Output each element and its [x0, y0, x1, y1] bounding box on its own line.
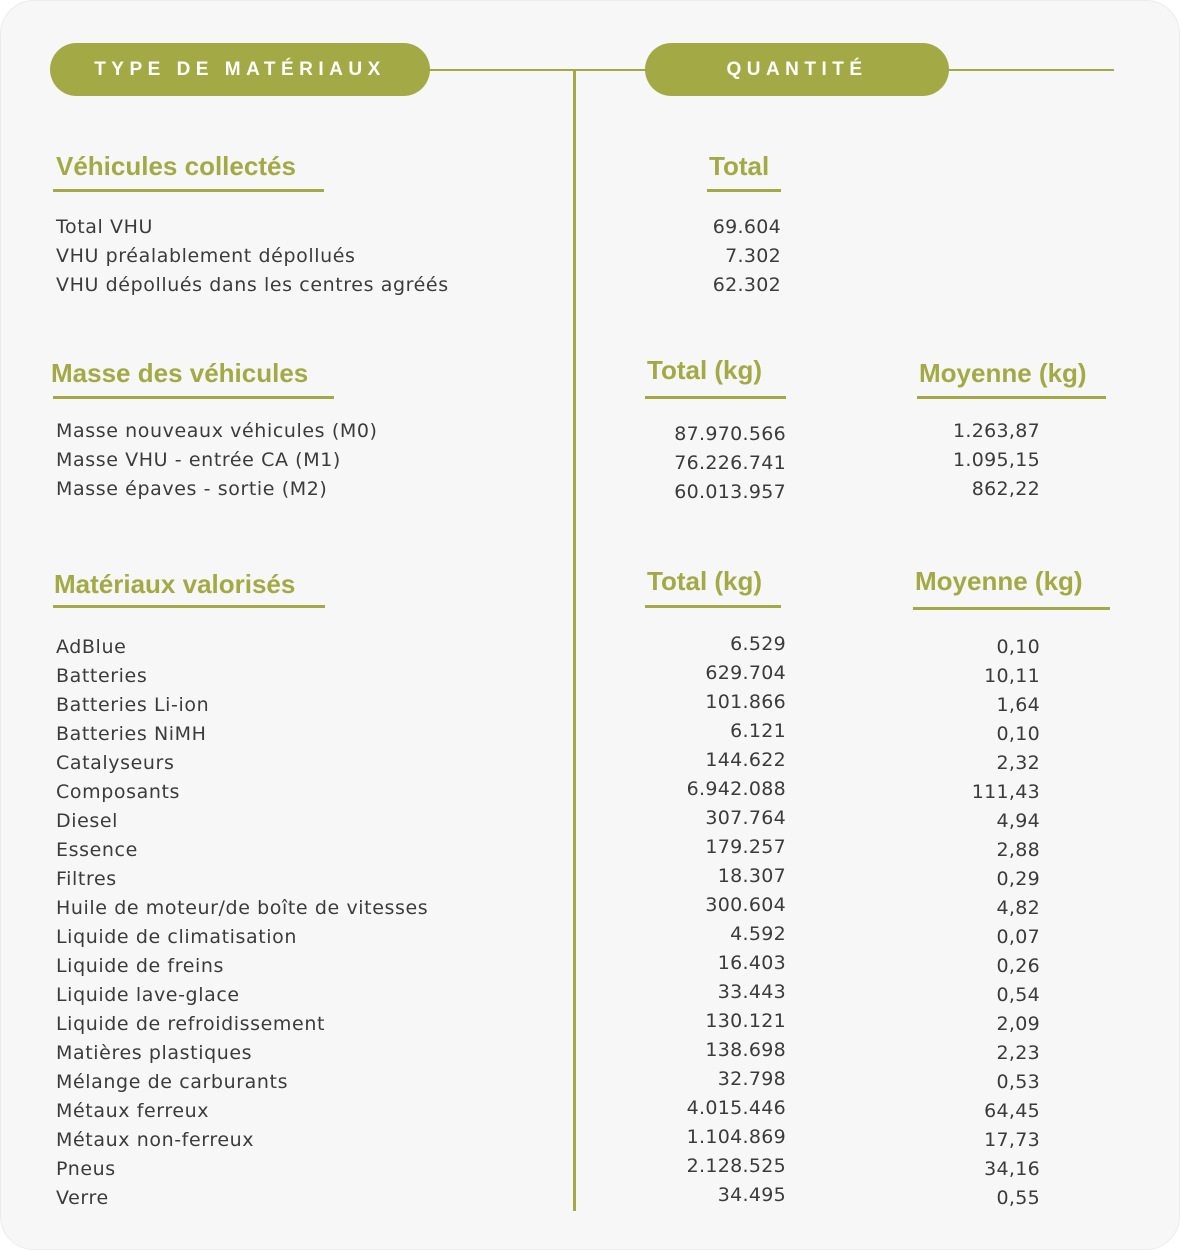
- row-total: 69.604: [712, 216, 781, 238]
- row-label: Composants: [56, 781, 181, 803]
- row-total: 4.592: [730, 923, 786, 945]
- row-total: 18.307: [717, 865, 786, 887]
- row-total: 130.121: [705, 1010, 786, 1032]
- row-label: Total VHU: [56, 216, 154, 238]
- row-total: 34.495: [717, 1184, 786, 1206]
- mass-title-underline: [53, 396, 334, 399]
- row-label: Batteries Li-ion: [56, 694, 210, 716]
- row-total: 87.970.566: [674, 423, 786, 445]
- row-total: 62.302: [712, 274, 781, 296]
- row-label: Catalyseurs: [56, 752, 175, 774]
- row-average: 862,22: [971, 478, 1040, 500]
- row-total: 144.622: [705, 749, 786, 771]
- row-average: 0,54: [996, 984, 1040, 1006]
- row-label: Essence: [56, 839, 138, 861]
- vehicles-total-header: Total: [709, 151, 770, 181]
- row-average: 1.095,15: [952, 449, 1040, 471]
- row-average: 2,88: [996, 839, 1040, 861]
- row-total: 76.226.741: [674, 452, 786, 474]
- row-average: 0,53: [996, 1071, 1040, 1093]
- row-total: 6.529: [730, 633, 786, 655]
- row-label: AdBlue: [56, 636, 127, 658]
- mass-total-header: Total (kg): [647, 355, 763, 385]
- row-label: Liquide de freins: [56, 955, 225, 977]
- row-average: 0,07: [996, 926, 1040, 948]
- row-total: 2.128.525: [686, 1155, 786, 1177]
- row-label: Mélange de carburants: [56, 1071, 289, 1093]
- row-total: 6.121: [730, 720, 786, 742]
- row-average: 34,16: [984, 1158, 1040, 1180]
- row-label: Métaux ferreux: [56, 1100, 210, 1122]
- row-total: 307.764: [705, 807, 786, 829]
- row-label: Métaux non-ferreux: [56, 1129, 255, 1151]
- row-average: 1,64: [996, 694, 1040, 716]
- row-label: Batteries NiMH: [56, 723, 207, 745]
- type-header-pill: TYPE DE MATÉRIAUX: [50, 43, 430, 96]
- materials-avg-header: Moyenne (kg): [915, 566, 1083, 596]
- row-label: Masse épaves - sortie (M2): [56, 478, 328, 500]
- materials-avg-underline: [913, 607, 1110, 610]
- row-average: 0,10: [996, 636, 1040, 658]
- vehicles-title-underline: [53, 189, 324, 192]
- row-total: 6.942.088: [686, 778, 786, 800]
- row-label: Masse VHU - entrée CA (M1): [56, 449, 341, 471]
- row-average: 2,23: [996, 1042, 1040, 1064]
- row-total: 7.302: [725, 245, 781, 267]
- row-total: 101.866: [705, 691, 786, 713]
- column-divider: [573, 69, 576, 1211]
- mass-total-underline: [645, 396, 786, 399]
- row-total: 16.403: [717, 952, 786, 974]
- row-total: 60.013.957: [674, 481, 786, 503]
- mass-avg-header: Moyenne (kg): [919, 358, 1087, 388]
- row-label: Matières plastiques: [56, 1042, 253, 1064]
- row-average: 2,09: [996, 1013, 1040, 1035]
- mass-avg-underline: [917, 396, 1106, 399]
- quantity-header-pill: QUANTITÉ: [645, 43, 949, 96]
- row-average: 111,43: [971, 781, 1040, 803]
- row-label: VHU préalablement dépollués: [56, 245, 356, 267]
- row-label: Liquide lave-glace: [56, 984, 240, 1006]
- header-right-line: [931, 69, 1114, 71]
- row-label: Pneus: [56, 1158, 116, 1180]
- row-total: 33.443: [717, 981, 786, 1003]
- materials-section-title: Matériaux valorisés: [54, 569, 296, 599]
- row-label: Filtres: [56, 868, 117, 890]
- header-connector-line: [421, 69, 661, 71]
- materials-title-underline: [53, 605, 325, 608]
- row-average: 0,10: [996, 723, 1040, 745]
- row-total: 300.604: [705, 894, 786, 916]
- row-label: Masse nouveaux véhicules (M0): [56, 420, 378, 442]
- row-average: 64,45: [984, 1100, 1040, 1122]
- row-average: 0,55: [996, 1187, 1040, 1209]
- row-total: 179.257: [705, 836, 786, 858]
- row-label: Liquide de refroidissement: [56, 1013, 326, 1035]
- materials-total-underline: [645, 605, 781, 608]
- row-average: 17,73: [984, 1129, 1040, 1151]
- row-label: Liquide de climatisation: [56, 926, 298, 948]
- row-average: 4,82: [996, 897, 1040, 919]
- row-average: 0,29: [996, 868, 1040, 890]
- row-label: Huile de moteur/de boîte de vitesses: [56, 897, 429, 919]
- row-average: 0,26: [996, 955, 1040, 977]
- row-label: VHU dépollués dans les centres agréés: [56, 274, 449, 296]
- row-total: 32.798: [717, 1068, 786, 1090]
- vehicles-total-underline: [707, 189, 781, 192]
- row-total: 629.704: [705, 662, 786, 684]
- row-label: Diesel: [56, 810, 119, 832]
- vehicles-section-title: Véhicules collectés: [56, 151, 296, 181]
- row-average: 10,11: [984, 665, 1040, 687]
- materials-total-header: Total (kg): [647, 566, 763, 596]
- row-average: 2,32: [996, 752, 1040, 774]
- row-total: 1.104.869: [686, 1126, 786, 1148]
- row-average: 4,94: [996, 810, 1040, 832]
- row-average: 1.263,87: [952, 420, 1040, 442]
- mass-section-title: Masse des véhicules: [51, 358, 309, 388]
- row-total: 138.698: [705, 1039, 786, 1061]
- row-label: Batteries: [56, 665, 148, 687]
- row-total: 4.015.446: [686, 1097, 786, 1119]
- row-label: Verre: [56, 1187, 109, 1209]
